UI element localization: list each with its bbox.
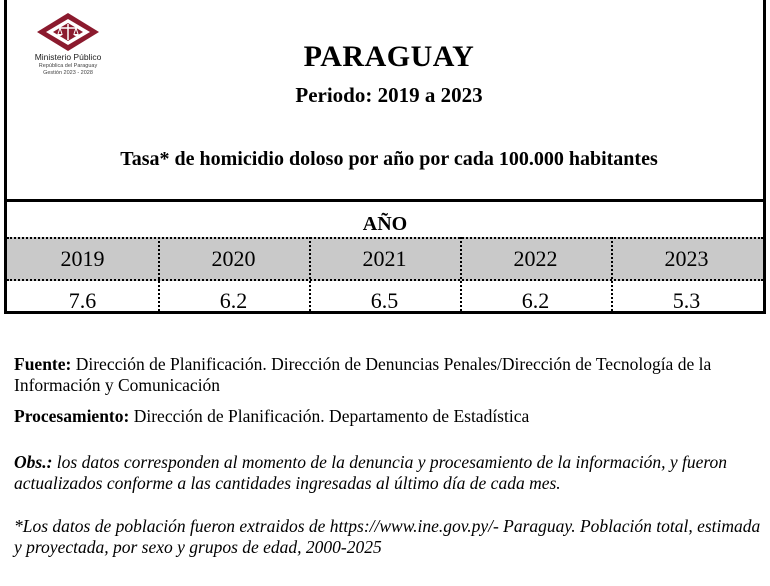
rate-value-cell: 7.6 <box>68 288 97 311</box>
observation-note <box>14 452 764 494</box>
processing-note <box>14 406 764 427</box>
column-divider <box>158 237 160 311</box>
header-divider <box>4 199 766 202</box>
logo-years: Gestión 2023 - 2028 <box>43 70 93 76</box>
rate-value-cell: 6.5 <box>370 288 399 311</box>
table-row <box>7 281 763 311</box>
rate-value-cell: 6.2 <box>219 288 248 311</box>
observation-label: Obs.: <box>14 452 53 472</box>
logo-name: Ministerio Público <box>34 52 102 62</box>
rate-table <box>7 237 763 311</box>
rate-value-cell: 5.3 <box>672 288 701 311</box>
table-header-row <box>7 237 763 281</box>
year-group-header: AÑO <box>362 213 408 235</box>
source-note <box>14 354 764 396</box>
logo-subtitle: República del Paraguay <box>38 63 98 69</box>
year-cell: 2020 <box>211 246 256 271</box>
source-label: Fuente: <box>14 354 72 374</box>
year-cell: 2023 <box>664 246 709 271</box>
population-note: *Los datos de población fueron extraidos de https://www.ine.gov.py/- Paraguay. Población total, estimada y proyectada, por sexo y grupos de edad, 2000-2025 <box>14 516 761 557</box>
processing-text: Dirección de Planificación. Departamento de Estadística <box>129 406 530 426</box>
column-divider <box>460 237 462 311</box>
year-cell: 2021 <box>362 246 407 271</box>
source-text: Dirección de Planificación. Dirección de Denuncias Penales/Dirección de Tecnología de la Información y Comunicación <box>14 354 712 395</box>
report-subtitle: Tasa* de homicidio doloso por año por cada 100.000 habitantes <box>120 148 658 170</box>
column-divider <box>309 237 311 311</box>
observation-text: los datos corresponden al momento de la denuncia y procesamiento de la información, y fueron actualizados conforme a las cantidades ingresadas al último día de cada mes. <box>14 452 728 493</box>
year-cell: 2022 <box>513 246 558 271</box>
processing-label: Procesamiento: <box>14 406 130 426</box>
column-divider <box>611 237 613 311</box>
year-cell: 2019 <box>60 246 105 271</box>
page-title: PARAGUAY <box>303 40 475 73</box>
rate-value-cell: 6.2 <box>521 288 550 311</box>
period-label: Periodo: 2019 a 2023 <box>295 83 483 107</box>
